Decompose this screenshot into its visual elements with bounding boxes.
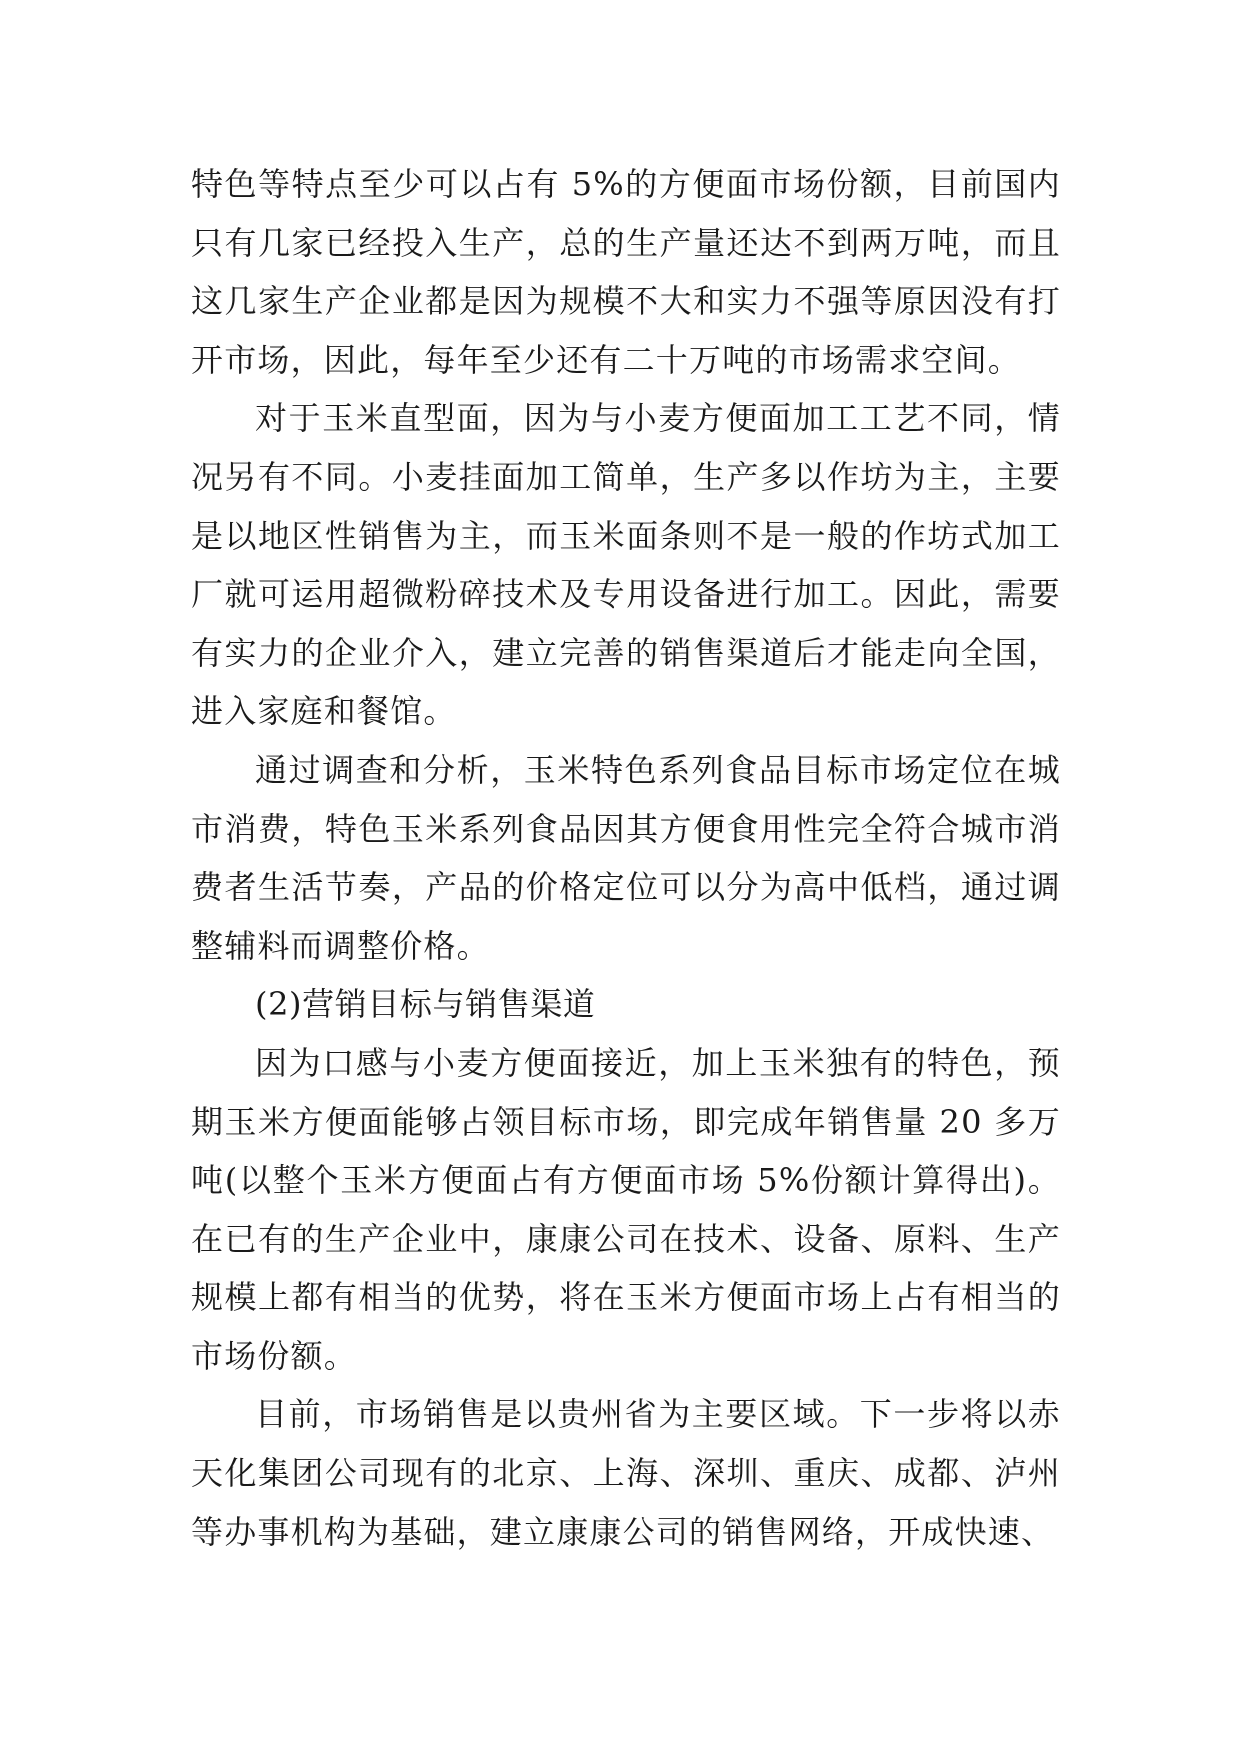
paragraph-sales-target: 因为口感与小麦方便面接近，加上玉米独有的特色，预期玉米方便面能够占领目标市场，即完成年销售量 20 多万吨(以整个玉米方便面占有方便面市场 5%份额计算得出)。在已有的生产企业中，康康公司在技术、设备、原料、生产规模上都有相当的优势，将在玉米方便面市场上占有相当的市场份额。 <box>191 1043 1061 1375</box>
paragraph-target-market: 通过调查和分析，玉米特色系列食品目标市场定位在城市消费，特色玉米系列食品因其方便食用性完全符合城市消费者生活节奏，产品的价格定位可以分为高中低档，通过调整辅料而调整价格。 <box>191 750 1061 965</box>
paragraph-sales-network: 目前，市场销售是以贵州省为主要区域。下一步将以赤天化集团公司现有的北京、上海、深圳、重庆、成都、泸州等办事机构为基础，建立康康公司的销售网络，开成快速、 <box>191 1395 1061 1551</box>
document-body <box>191 155 1061 1561</box>
section-heading-marketing-goals: (2)营销目标与销售渠道 <box>255 985 596 1024</box>
paragraph-corn-noodles: 对于玉米直型面，因为与小麦方便面加工工艺不同，情况另有不同。小麦挂面加工简单，生产多以作坊为主，主要是以地区性销售为主，而玉米面条则不是一般的作坊式加工厂就可运用超微粉碎技术及专用设备进行加工。因此，需要有实力的企业介入，建立完善的销售渠道后才能走向全国，进入家庭和餐馆。 <box>191 399 1061 731</box>
paragraph-market-share: 特色等特点至少可以占有 5%的方便面市场份额，目前国内只有几家已经投入生产，总的生产量还达不到两万吨，而且这几家生产企业都是因为规模不大和实力不强等原因没有打开市场，因此，每年至少还有二十万吨的市场需求空间。 <box>191 165 1061 379</box>
